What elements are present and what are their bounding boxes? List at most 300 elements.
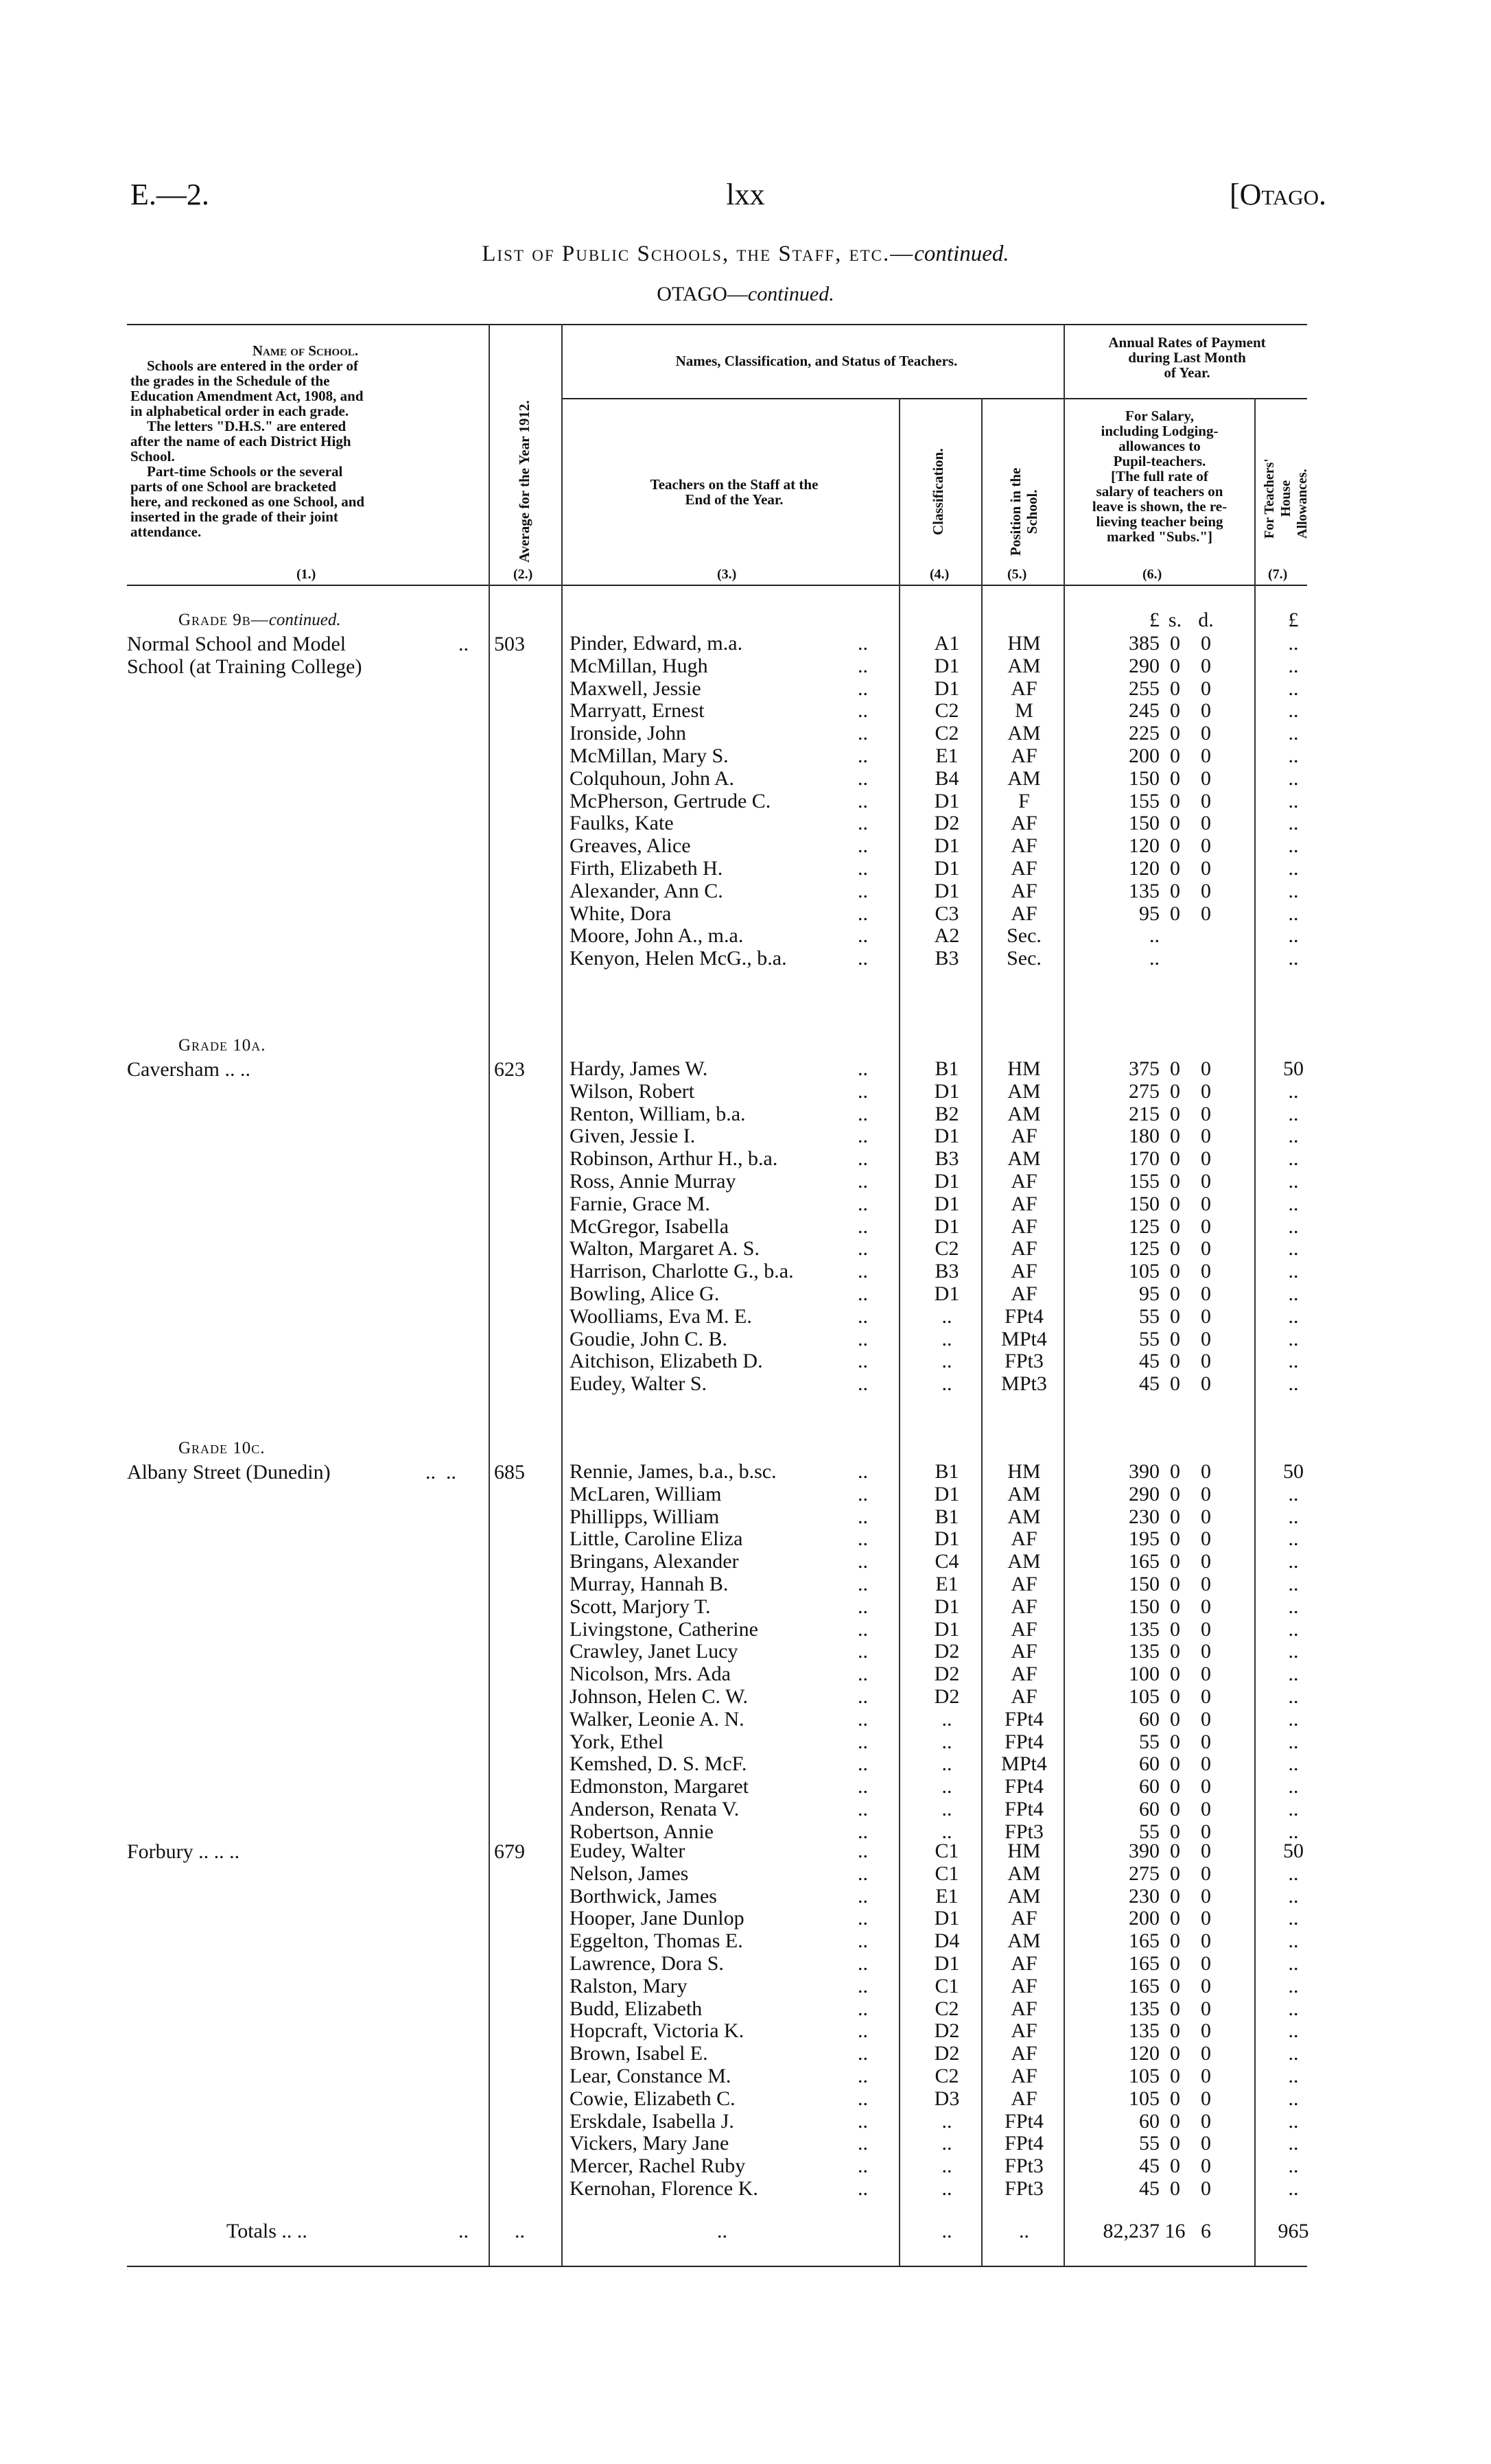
leader-dots: ..	[858, 1102, 868, 1125]
salary-pence: 0	[1201, 1327, 1211, 1350]
classification: ..	[941, 2177, 952, 2200]
classification: ..	[941, 2132, 952, 2155]
teacher-name: Goudie, John C. B.	[570, 1327, 728, 1350]
totals-cls-dots: ..	[941, 2220, 952, 2242]
salary-shillings: 0	[1170, 789, 1180, 812]
salary-pounds: 105	[1129, 1685, 1160, 1708]
table-top-rule	[127, 324, 1307, 325]
salary-shillings: 0	[1170, 1752, 1180, 1776]
teacher-row	[0, 2043, 1491, 2065]
classification: D1	[934, 789, 960, 812]
grade-heading: Grade 9b—continued.	[178, 611, 341, 629]
teacher-name: Robertson, Annie	[570, 1820, 714, 1843]
salary-shillings: 0	[1170, 1350, 1180, 1373]
salary-shillings: 0	[1170, 1192, 1180, 1215]
house-allowance: ..	[1288, 1929, 1299, 1953]
position: M	[1015, 699, 1033, 723]
salary-shillings: 0	[1170, 677, 1180, 700]
leader-dots: ..	[858, 1798, 868, 1820]
totals-pos-dots: ..	[1019, 2220, 1029, 2242]
classification: E1	[935, 744, 959, 767]
teacher-row	[0, 1663, 1491, 1685]
salary-pounds: 150	[1129, 1192, 1160, 1215]
salary-shillings: 0	[1170, 654, 1180, 677]
position: HM	[1007, 1840, 1041, 1862]
salary-shillings: 0	[1170, 1079, 1180, 1103]
classification: C2	[935, 699, 959, 723]
salary-pounds: 165	[1129, 1952, 1160, 1975]
salary-shillings: 0	[1170, 1907, 1180, 1930]
col1-note-line: Education Amendment Act, 1908, and	[130, 388, 364, 404]
page-header-right: [Otago.	[1229, 178, 1326, 211]
col7-heading: For Teachers' House Allowances.	[1262, 458, 1310, 539]
teacher-name: Ironside, John	[570, 722, 686, 745]
teacher-row	[0, 1103, 1491, 1125]
classification: D1	[934, 1595, 960, 1618]
col1-note-line: inserted in the grade of their joint	[130, 508, 338, 525]
salary-shillings: 0	[1170, 1685, 1180, 1708]
leader-dots: ..	[858, 722, 868, 745]
teacher-row	[0, 1238, 1491, 1260]
position: AM	[1007, 1079, 1041, 1103]
teacher-row	[0, 1776, 1491, 1798]
position: AF	[1011, 1617, 1037, 1641]
salary-pence: 0	[1201, 1527, 1211, 1551]
teacher-name: Greaves, Alice	[570, 834, 691, 858]
leader-dots: ..	[858, 2155, 868, 2178]
leader-dots: ..	[858, 1282, 868, 1305]
house-allowance: ..	[1288, 924, 1299, 948]
position: AF	[1011, 1595, 1037, 1618]
house-allowance: ..	[1288, 1663, 1299, 1686]
salary-pence: 0	[1201, 2065, 1211, 2087]
salary-pence: 0	[1201, 1460, 1211, 1483]
salary-pence: 0	[1201, 1707, 1211, 1730]
leader-dots: ..	[858, 1125, 868, 1148]
classification: C2	[935, 722, 959, 745]
school-name: Caversham .. ..	[127, 1058, 250, 1081]
salary-shillings: 0	[1170, 1862, 1180, 1885]
salary-pence: 0	[1201, 879, 1211, 902]
salary-pounds: 200	[1129, 744, 1160, 767]
house-allowance: ..	[1288, 789, 1299, 812]
position: AF	[1011, 1952, 1037, 1975]
leader-dots: ..	[858, 2019, 868, 2043]
salary-pounds: ..	[1149, 947, 1160, 970]
teacher-name: Eudey, Walter	[570, 1840, 685, 1862]
salary-pence: 0	[1201, 2109, 1211, 2133]
salary-pounds: 155	[1129, 1170, 1160, 1193]
teacher-name: Harrison, Charlotte G., b.a.	[570, 1260, 794, 1283]
classification: ..	[941, 1327, 952, 1350]
house-allowance: ..	[1288, 2065, 1299, 2087]
col-num-5: (5.)	[1007, 567, 1027, 582]
classification: ..	[941, 2109, 952, 2133]
leader-dots: ..	[858, 1215, 868, 1238]
salary-pence: 0	[1201, 1079, 1211, 1103]
col5-heading: Position in the School.	[1007, 467, 1040, 556]
col3-heading: Teachers on the Staff at the End of the Year.	[650, 476, 819, 508]
salary-pounds: 135	[1129, 879, 1160, 902]
teacher-row	[0, 1998, 1491, 2020]
col6-heading-line: salary of teachers on	[1096, 483, 1223, 500]
totals-bottom-rule	[127, 2266, 1307, 2267]
position: FPt4	[1005, 1730, 1044, 1753]
salary-pence: 0	[1201, 1102, 1211, 1125]
salary-pounds: 105	[1129, 2065, 1160, 2087]
house-allowance: ..	[1288, 1482, 1299, 1505]
salary-pounds: 275	[1129, 1079, 1160, 1103]
leader-dots: ..	[858, 1752, 868, 1776]
salary-shillings: 0	[1170, 1147, 1180, 1171]
house-allowance: ..	[1288, 1798, 1299, 1820]
page-subtitle: OTAGO—continued.	[657, 283, 834, 305]
leader-dots: ..	[858, 744, 868, 767]
leader-dots: ..	[858, 1237, 868, 1260]
position: AF	[1011, 1685, 1037, 1708]
position: MPt3	[1001, 1372, 1047, 1396]
salary-pence: 0	[1201, 1952, 1211, 1975]
teacher-name: Hopcraft, Victoria K.	[570, 2019, 744, 2043]
col-num-4: (4.)	[930, 567, 950, 582]
teacher-name: Pinder, Edward, m.a.	[570, 632, 743, 655]
teacher-name: Marryatt, Ernest	[570, 699, 705, 723]
salary-pence: 0	[1201, 1775, 1211, 1798]
position: AM	[1007, 1482, 1041, 1505]
salary-pence: 0	[1201, 857, 1211, 880]
salary-shillings: 0	[1170, 1974, 1180, 1997]
classification: D3	[934, 2087, 960, 2110]
house-allowance: ..	[1288, 766, 1299, 790]
salary-shillings: 0	[1170, 2109, 1180, 2133]
teacher-name: McPherson, Gertrude C.	[570, 789, 771, 812]
classification: D2	[934, 1685, 960, 1708]
teacher-row	[0, 1483, 1491, 1505]
classification: D1	[934, 1907, 960, 1930]
classification: D1	[934, 879, 960, 902]
teacher-row	[0, 745, 1491, 767]
teacher-name: Robinson, Arthur H., b.a.	[570, 1147, 778, 1171]
salary-shillings: 0	[1170, 2019, 1180, 2043]
position: FPt4	[1005, 2132, 1044, 2155]
house-allowance: ..	[1288, 1685, 1299, 1708]
position: AF	[1011, 1192, 1037, 1215]
salary-shillings: 0	[1170, 632, 1180, 655]
school-name: Albany Street (Dunedin)	[127, 1461, 331, 1483]
salary-pence: 0	[1201, 902, 1211, 925]
teacher-name: Ralston, Mary	[570, 1974, 688, 1997]
position: AF	[1011, 1237, 1037, 1260]
teacher-row	[0, 2111, 1491, 2133]
leader-dots: ..	[858, 1929, 868, 1953]
house-allowance: ..	[1288, 722, 1299, 745]
house-allowance: ..	[1288, 1907, 1299, 1930]
house-allowance: ..	[1288, 1237, 1299, 1260]
classification: D1	[934, 1282, 960, 1305]
leader-dots: ..	[858, 1527, 868, 1551]
leader-dots: ..	[858, 1907, 868, 1930]
salary-pence: 0	[1201, 766, 1211, 790]
house-allowance: ..	[1288, 1170, 1299, 1193]
salary-pence: 0	[1201, 1125, 1211, 1148]
teacher-name: Hardy, James W.	[570, 1057, 708, 1080]
teacher-name: Bringans, Alexander	[570, 1550, 739, 1573]
position: FPt3	[1005, 1350, 1044, 1373]
salary-pence: 0	[1201, 1752, 1211, 1776]
salary-pence: 0	[1201, 1820, 1211, 1843]
teacher-name: Lawrence, Dora S.	[570, 1952, 724, 1975]
salary-shillings: 0	[1170, 1798, 1180, 1820]
teacher-name: Cowie, Elizabeth C.	[570, 2087, 736, 2110]
position: FPt3	[1005, 2177, 1044, 2200]
classification: D2	[934, 812, 960, 835]
house-allowance: ..	[1288, 1550, 1299, 1573]
teacher-row	[0, 1125, 1491, 1147]
classification: C1	[935, 1862, 959, 1885]
teacher-row	[0, 1528, 1491, 1550]
salary-pounds: 215	[1129, 1102, 1160, 1125]
salary-pounds: 390	[1129, 1460, 1160, 1483]
house-allowance: 50	[1283, 1840, 1304, 1862]
teacher-row	[0, 925, 1491, 947]
leader-dots: ..	[858, 902, 868, 925]
salary-shillings: 0	[1170, 1952, 1180, 1975]
house-allowance: ..	[1288, 1752, 1299, 1776]
house-allowance: ..	[1288, 1505, 1299, 1528]
house-allowance: ..	[1288, 1372, 1299, 1396]
teacher-name: Borthwick, James	[570, 1884, 717, 1908]
salary-shillings: 0	[1170, 1102, 1180, 1125]
col-num-3: (3.)	[717, 567, 737, 582]
salary-shillings: 0	[1170, 1170, 1180, 1193]
leader-dots: ..	[858, 1460, 868, 1483]
group-rule	[563, 398, 1307, 399]
col6-heading-line: marked "Subs."]	[1106, 528, 1212, 545]
teacher-row	[0, 1350, 1491, 1372]
teacher-name: Mercer, Rachel Ruby	[570, 2155, 746, 2178]
salary-pence: 0	[1201, 2177, 1211, 2200]
salary-pence: 0	[1201, 789, 1211, 812]
salary-shillings: 0	[1170, 699, 1180, 723]
teacher-name: Anderson, Renata V.	[570, 1798, 740, 1820]
classification: C4	[935, 1550, 959, 1573]
salary-shillings: 0	[1170, 1775, 1180, 1798]
house-allowance: ..	[1288, 1775, 1299, 1798]
teacher-row	[0, 1596, 1491, 1618]
house-allowance: ..	[1288, 1595, 1299, 1618]
position: AF	[1011, 1260, 1037, 1283]
salary-shillings: 0	[1170, 1237, 1180, 1260]
classification: D1	[934, 1482, 960, 1505]
totals-avg-dots: ..	[515, 2220, 525, 2242]
salary-shillings: 0	[1170, 1929, 1180, 1953]
teacher-row	[0, 1953, 1491, 1975]
position: AM	[1007, 1862, 1041, 1885]
col6-heading	[1067, 408, 1252, 544]
house-allowance: 50	[1283, 1460, 1304, 1483]
page-title: List of Public Schools, the Staff, etc.—continued.	[482, 242, 1009, 266]
col6-heading-line: allowances to	[1118, 438, 1201, 454]
salary-pounds: 245	[1129, 699, 1160, 723]
salary-shillings: 0	[1170, 857, 1180, 880]
teacher-row	[0, 1506, 1491, 1528]
salary-pounds: 55	[1139, 2132, 1160, 2155]
salary-pounds: 155	[1129, 789, 1160, 812]
salary-pounds: 150	[1129, 1595, 1160, 1618]
teacher-name: Murray, Hannah B.	[570, 1573, 729, 1595]
teacher-row	[0, 1686, 1491, 1708]
salary-pounds: 95	[1139, 1282, 1160, 1305]
classification: D1	[934, 834, 960, 858]
position: AF	[1011, 677, 1037, 700]
leader-dots: ..	[858, 1304, 868, 1328]
grade-heading: Grade 10c.	[178, 1439, 266, 1457]
salary-pence: 0	[1201, 1057, 1211, 1080]
leader-dots: ..	[858, 1617, 868, 1641]
salary-pence: 0	[1201, 1147, 1211, 1171]
salary-pence: 0	[1201, 1617, 1211, 1641]
salary-pence: 0	[1201, 1282, 1211, 1305]
teacher-row	[0, 1573, 1491, 1595]
salary-shillings: 0	[1170, 812, 1180, 835]
leader-dots: ..	[858, 2177, 868, 2200]
school-average: 623	[494, 1058, 525, 1081]
house-allowance: ..	[1288, 1304, 1299, 1328]
classification: C1	[935, 1974, 959, 1997]
pence-label: d.	[1198, 609, 1214, 631]
position: AF	[1011, 902, 1037, 925]
salary-pounds: 170	[1129, 1147, 1160, 1171]
position: AF	[1011, 1125, 1037, 1148]
teacher-name: Colquhoun, John A.	[570, 766, 735, 790]
teacher-row	[0, 2088, 1491, 2110]
classification: B1	[935, 1057, 959, 1080]
salary-pounds: ..	[1149, 924, 1160, 948]
house-allowance: ..	[1288, 1640, 1299, 1663]
teacher-row	[0, 1641, 1491, 1663]
leader-dots: ..	[858, 699, 868, 723]
teacher-row	[0, 1373, 1491, 1395]
teacher-row	[0, 655, 1491, 677]
salary-pounds: 225	[1129, 722, 1160, 745]
teacher-row	[0, 678, 1491, 700]
position: HM	[1007, 1460, 1041, 1483]
leader-dots: ..	[858, 1550, 868, 1573]
house-allowance: ..	[1288, 1282, 1299, 1305]
salary-pounds: 60	[1139, 2109, 1160, 2133]
salary-shillings: 0	[1170, 2155, 1180, 2178]
house-allowance: ..	[1288, 857, 1299, 880]
teacher-row	[0, 1709, 1491, 1730]
leader-dots: ..	[858, 1350, 868, 1373]
teacher-name: Crawley, Janet Lucy	[570, 1640, 738, 1663]
classification: ..	[941, 1730, 952, 1753]
salary-shillings: 0	[1170, 744, 1180, 767]
salary-pounds: 255	[1129, 677, 1160, 700]
classification: D1	[934, 857, 960, 880]
col1-note-line: Schools are entered in the order of	[147, 357, 358, 374]
classification: D4	[934, 1929, 960, 1953]
position: AF	[1011, 744, 1037, 767]
house-allowance: ..	[1288, 1820, 1299, 1843]
salary-pounds: 290	[1129, 654, 1160, 677]
leader-dots: ..	[858, 1640, 868, 1663]
house-allowance: ..	[1288, 1974, 1299, 1997]
position: AF	[1011, 1170, 1037, 1193]
position: AM	[1007, 1884, 1041, 1908]
salary-pence: 0	[1201, 1685, 1211, 1708]
leader-dots: ..	[858, 924, 868, 948]
position: AF	[1011, 1527, 1037, 1551]
salary-shillings: 0	[1170, 1372, 1180, 1396]
leader-dots: ..	[858, 2087, 868, 2110]
teacher-row	[0, 2155, 1491, 2177]
classification: ..	[941, 1304, 952, 1328]
classification: C2	[935, 2065, 959, 2087]
teacher-name: McGregor, Isabella	[570, 1215, 729, 1238]
teacher-name: Lear, Constance M.	[570, 2065, 731, 2087]
position: AF	[1011, 879, 1037, 902]
position: AF	[1011, 1663, 1037, 1686]
teacher-name: Hooper, Jane Dunlop	[570, 1907, 744, 1930]
salary-pounds: 135	[1129, 1617, 1160, 1641]
salary-pounds: 100	[1129, 1663, 1160, 1686]
school-average: 685	[494, 1461, 525, 1483]
salary-pounds: 195	[1129, 1527, 1160, 1551]
position: AF	[1011, 834, 1037, 858]
teacher-name: McMillan, Mary S.	[570, 744, 729, 767]
teacher-name: Given, Jessie I.	[570, 1125, 696, 1148]
classification: E1	[935, 1884, 959, 1908]
teacher-row	[0, 903, 1491, 925]
col1-note-line: in alphabetical order in each grade.	[130, 403, 349, 419]
house-allowance: ..	[1288, 1260, 1299, 1283]
teacher-row	[0, 1306, 1491, 1328]
leader-dots: ..	[858, 766, 868, 790]
salary-pounds: 165	[1129, 1974, 1160, 1997]
salary-pounds: 150	[1129, 812, 1160, 835]
position: AF	[1011, 1907, 1037, 1930]
col6-heading-line: Pupil-teachers.	[1113, 453, 1206, 469]
teacher-name: Scott, Marjory T.	[570, 1595, 711, 1618]
house-allowance: ..	[1288, 744, 1299, 767]
teacher-name: Kernohan, Florence K.	[570, 2177, 758, 2200]
teacher-name: Ross, Annie Murray	[570, 1170, 736, 1193]
teacher-row	[0, 1171, 1491, 1193]
teacher-row	[0, 633, 1491, 655]
teacher-name: Faulks, Kate	[570, 812, 674, 835]
teacher-row	[0, 790, 1491, 812]
teacher-name: Alexander, Ann C.	[570, 879, 723, 902]
leader-dots: ..	[858, 1997, 868, 2020]
school-average: 679	[494, 1840, 525, 1863]
classification: D2	[934, 1663, 960, 1686]
salary-pence: 0	[1201, 1170, 1211, 1193]
leader-dots: ..	[858, 1372, 868, 1396]
col1-note-line: The letters "D.H.S." are entered	[147, 418, 347, 434]
position: FPt4	[1005, 2109, 1044, 2133]
salary-shillings: 0	[1170, 834, 1180, 858]
classification: D1	[934, 677, 960, 700]
salary-pence: 0	[1201, 744, 1211, 767]
salary-pounds: 125	[1129, 1215, 1160, 1238]
house-allowance: ..	[1288, 1125, 1299, 1148]
position: AM	[1007, 722, 1041, 745]
salary-pounds: 135	[1129, 1640, 1160, 1663]
leader-dots: ..	[858, 834, 868, 858]
classification: A1	[934, 632, 960, 655]
salary-pounds: 290	[1129, 1482, 1160, 1505]
